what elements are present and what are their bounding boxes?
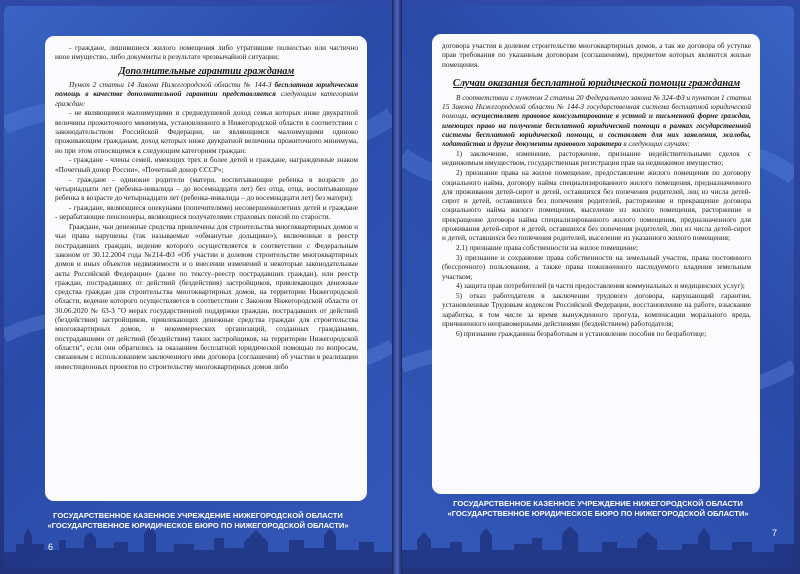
emphasized-text: осуществляет правовое консультирование в устной и письменной форме граждан, имеющих право на получение бесплатной юридической помощи в рамках государственной системы бесплатной юридической помощи, и составляет для них заявления, жалобы, ходатайства и другие документы правового характера	[442, 111, 751, 149]
body-paragraph: - граждане, лишившиеся жилого помещения либо утратившие полностью или частично иное имущество, либо документы в результате чрезвычайной ситуации;	[55, 43, 358, 62]
legal-reference: Пункт 2 статьи 14 Закона Нижегородской области № 144-З	[69, 80, 272, 90]
section-heading: Случаи оказания бесплатной юридической помощи гражданам	[452, 77, 741, 89]
city-skyline-illustration	[402, 522, 794, 568]
body-paragraph: - не являющимся малоимущими и среднедушевой доход семьи которых ниже двукратной величины прожиточного минимума, установленного в Нижегородской области в соответствии с законодательством Российской Федерации, не являющимся малоимущими одиноко проживающим гражданам, доход которых ниже двукратной величины прожиточного минимума, но при этом относящимся к следующим категориям граждан:	[55, 108, 358, 155]
body-paragraph: Граждане, чьи денежные средства привлечены для строительства многоквартирных домов и чьи права нарушены (так называемые «обманутые дольщики»), включенные в реестр пострадавших граждан, ведение которого осуществляется в соответствии с Федеральным законом от 30.12.2004 года №214-ФЗ «Об участии в долевом строительстве многоквартирных домов и иных объектов недвижимости и о внесении изменений в некоторые законодательные акты Российской Федерации» (далее по тексту–реестр пострадавших граждан), или реестр граждан, пострадавших от действий (бездействия) застройщиков, привлекающих денежные средства граждан для строительства многоквартирных домов, на территории Нижегородской области, ведение которого осуществляется в соответствии с Законом Нижегородской области от 30.06.2020 № 63-З "О мерах государственной поддержки граждан, пострадавших от действий (бездействия) застройщиков, привлекающих денежные средства граждан для строительства многоквартирных домов, и некоммерческих организаций, созданных гражданами, пострадавшими от действий (бездействия) таких застройщиков, на территории Нижегородской области", если они обратились за оказанием бесплатной юридической помощью по вопросам, связанным с использованием заключенного ими договора (соглашения) об участии в реализации инвестиционных проектов по строительству многоквартирных домов либо	[55, 222, 358, 371]
body-paragraph: 4) защита прав потребителей (в части предоставления коммунальных и медицинских услуг);	[456, 281, 745, 291]
body-paragraph: 1) заключение, изменение, расторжение, признание недействительными сделок с недвижимым имуществом, государственная регистрация прав на недвижимое имущество;	[442, 149, 751, 168]
intro-paragraph	[442, 93, 751, 149]
page-number-left: 6	[48, 542, 54, 552]
paragraph-text: в следующих случаях:	[621, 139, 691, 149]
left-footer-line2: «ГОСУДАРСТВЕННОЕ ЮРИДИЧЕСКОЕ БЮРО ПО НИЖЕГОРОДСКОЙ ОБЛАСТИ»	[47, 520, 349, 530]
left-text-body	[45, 36, 367, 371]
book-gutter	[392, 0, 402, 574]
paragraph-text: следующим категориям граждан:	[55, 89, 358, 108]
intro-paragraph	[55, 80, 358, 108]
section-heading: Дополнительные гарантии гражданам	[118, 65, 295, 77]
left-page	[4, 6, 392, 568]
body-paragraph: 3) признание и сохранение права собственности на земельный участок, права постоянного (бессрочного) пользования, а также права пожизненного наследуемого владения земельным участком;	[442, 252, 751, 281]
page-number-right: 7	[772, 528, 778, 538]
right-footer-line2: «ГОСУДАРСТВЕННОЕ ЮРИДИЧЕСКОЕ БЮРО ПО НИЖЕГОРОДСКОЙ ОБЛАСТИ»	[447, 508, 749, 518]
body-paragraph: договора участия в долевом строительстве многоквартирных домов, а так же договора об уступке прав требования по указанным договорам (соглашениям), предметом которых являются жилые помещения.	[442, 41, 751, 69]
right-footer	[402, 499, 794, 518]
legal-reference: В соответствии с пунктом 2 статьи 20 Федерального закона № 324-ФЗ и пунктом 1 статьи 15 Закона Нижегородской области № 144-З государственная система бесплатной юридической помощи,	[442, 92, 751, 121]
emphasized-text: бесплатная юридическая помощь в качестве дополнительной гарантии представляется	[55, 80, 358, 99]
right-text-body	[432, 34, 760, 338]
left-footer	[4, 511, 392, 530]
body-paragraph: - граждане - члены семей, имеющих трех и более детей и граждане, награжденные знаком «Почетный донор России», «Почетный донор СССР»;	[55, 155, 358, 174]
left-footer-line1: ГОСУДАРСТВЕННОЕ КАЗЕННОЕ УЧРЕЖДЕНИЕ НИЖЕГОРОДСКОЙ ОБЛАСТИ	[53, 511, 343, 520]
body-paragraph: - граждане, являющиеся опекунами (попечителями) несовершеннолетних детей и граждане - нерабатающие пенсионеры, являющиеся получателями страховых пенсий по старости.	[55, 202, 358, 222]
right-text-panel	[432, 34, 760, 494]
body-paragraph: - граждане - одинокие родители (матери, воспитывающие ребенка в возрасте до четырнадцати лет (ребенка-инвалида – до восемнадцати лет) без отца, отца, воспитывающие ребенка в возрасте до четырнадцати лет (ребенка-инвалида – до восемнадцати лет) без матери);	[55, 174, 358, 203]
body-paragraph: 5) отказ работодателя в заключении трудового договора, нарушающий гарантии, установленные Трудовым кодексом Российской Федерации, восстановление на работе, взыскание заработка, в том числе за время вынужденного прогула, компенсации морального вреда, причиненного неправомерными действиями (бездействием) работодателя;	[442, 291, 751, 329]
right-page	[402, 6, 794, 568]
body-paragraph: 2.1) признание права собственности на жилое помещение;	[456, 243, 638, 253]
left-text-panel	[45, 36, 367, 501]
body-paragraph: 2) признание права на жилое помещение, предоставление жилого помещения по договору социального найма, договору найма специализированного жилого помещения, предназначенного для проживания детей-сирот и детей, оставшихся без попечения родителей, лиц из числа детей-сирот и детей, оставшихся без попечения родителей, расторжение и прекращение договора социального найма жилого помещения, выселение из жилого помещения, расторжение и прекращение договора найма специализированного жилого помещения, предназначенного для проживания детей-сирот и детей, оставшихся без попечения родителей, лиц из числа детей-сирот и детей, оставшихся без попечения родителей, выселение из указанного жилого помещения;	[442, 168, 751, 243]
right-footer-line1: ГОСУДАРСТВЕННОЕ КАЗЕННОЕ УЧРЕЖДЕНИЕ НИЖЕГОРОДСКОЙ ОБЛАСТИ	[453, 499, 743, 508]
body-paragraph: 6) признание гражданина безработным и установление пособия по безработице;	[456, 328, 707, 338]
